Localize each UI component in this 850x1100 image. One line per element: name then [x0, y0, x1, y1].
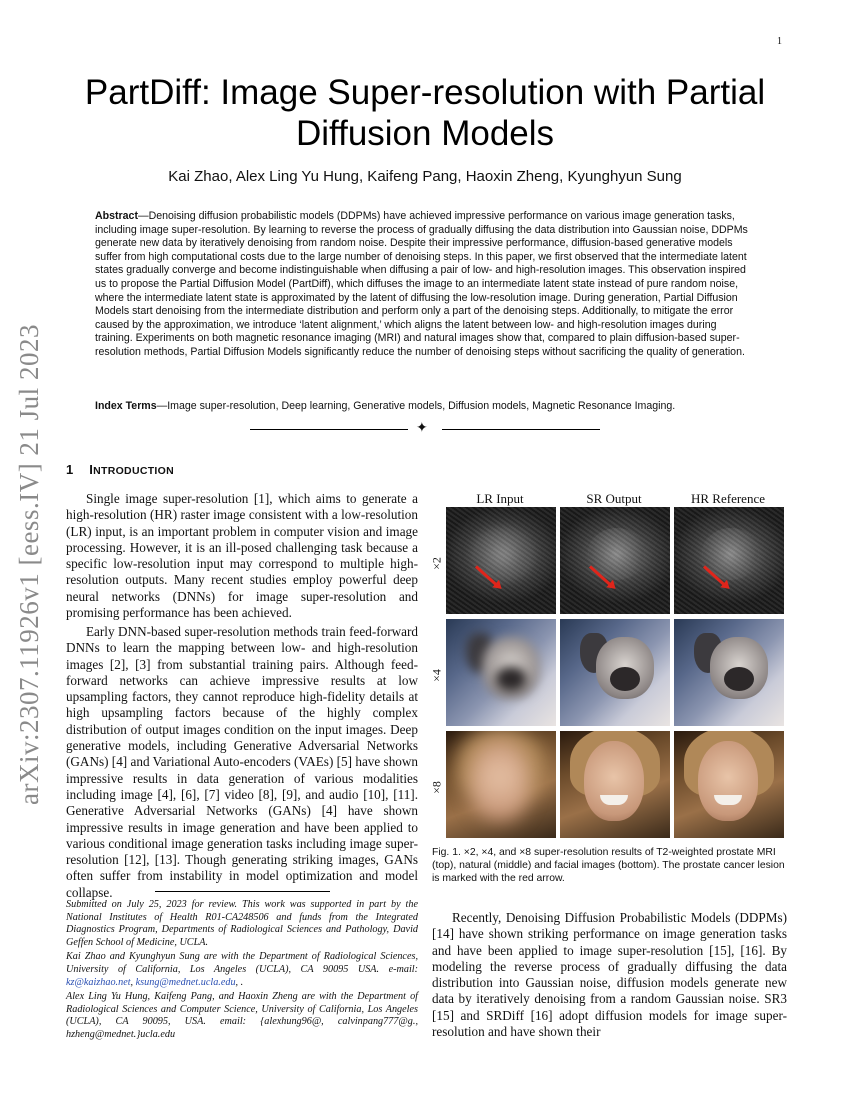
mri-sr-image	[560, 507, 670, 614]
section-title-rest: NTRODUCTION	[93, 465, 174, 477]
footnote-2-sep: ,	[130, 976, 136, 988]
index-terms-label: Index Terms	[95, 400, 157, 412]
body-paragraph-3: Recently, Denoising Diffusion Probabilistic Models (DDPMs) [14] have shown striking performance on image generation tasks and have been applied to image super-resolution [15], [16]. By modeling the reverse process of gradually diffusing the data distribution into Gaussian noise, diffusion models generate new data by iteratively denoising from a random Gaussian noise. SR3 [15] and SRDiff [16] adopt diffusion models for image super-resolution and have shown their	[432, 910, 787, 1040]
section-number: 1	[66, 462, 74, 477]
footnote-2-text: Kai Zhao and Kyunghyun Sung are with the Department of Radiological Sciences, University of California, Los Angeles (UCLA), CA 90095 USA. e-mail:	[66, 951, 418, 975]
divider-star-icon: ✦	[416, 421, 428, 436]
figure-col-label-sr: SR Output	[586, 491, 642, 506]
footnote-2-end: , .	[235, 976, 244, 988]
footnotes	[66, 899, 418, 1044]
paper-title: PartDiff: Image Super-resolution with Partial Diffusion Models	[84, 73, 766, 153]
mri-lr-image	[446, 507, 556, 614]
body-paragraph-2: Early DNN-based super-resolution methods train feed-forward DNNs to learn the mapping between low- and high-resolution images [2], [3] from substantial training pairs. Although feed-forward networks can achieve impressive results at low upsampling factors, they cannot reproduce high-fidelity details at high upsampling factors because of the highly complex distribution of output images condition on the input images. Deep generative models, including Generative Adversarial Networks (GANs) [4] and Variational Auto-encoders (VAEs) [5] have shown impressive results in data generation of various modalities including image [4], [6], [7] video [8], [9], and audio [10], [11]. Generative Adversarial Networks (GANs) [4] have shown impressive results in image generation and have been applied to various conditional image generation tasks including image super-resolution [12], [13]. Though generating striking images, GANs often suffer from instability in model optimization and model collapse.	[66, 624, 418, 900]
abstract-text: —Denoising diffusion probabilistic models (DDPMs) have achieved impressive performance on various image generation tasks, including image super-resolution. By learning to reverse the process of gradually diffusing the data distribution into Gaussian noise, DDPMs generate new data by iteratively denoising from random noise. Despite their impressive performance, diffusion-based generative models suffer from high computational costs due to the large number of denoising steps. In this paper, we first observed that the intermediate latent states gradually converge and become indistinguishable when diffusing a pair of low- and high-resolution images. This observation inspired us to propose the Partial Diffusion Model (PartDiff), which diffuses the image to an intermediate latent state instead of pure random noise, where the intermediate latent state is approximated by the latent of diffusing the low-resolution image. During generation, Partial Diffusion Models start denoising from the intermediate distribution and perform only a part of the denoising steps. Additionally, to mitigate the error caused by the approximation, we introduce ‘latent alignment,’ which aligns the latent between low- and high-resolution images during training. Experiments on both magnetic resonance imaging (MRI) and natural images show that, compared to plain diffusion-based super-resolution methods, Partial Diffusion Models significantly reduce the number of denoising steps without sacrificing the quality of generation.	[95, 210, 748, 358]
footnote-submission: Submitted on July 25, 2023 for review. This work was supported in part by the National Institutes of Health R01-CA248506 and funds from the Integrated Diagnostics Program, Departments of Radiological Sciences and Pathology, David Geffen School of Medicine, UCLA.	[66, 899, 418, 948]
figure-caption: Fig. 1. ×2, ×4, and ×8 super-resolution results of T2-weighted prostate MRI (top), natural (middle) and facial images (bottom). The prostate cancer lesion is marked with the red arrow.	[432, 847, 785, 884]
section-heading	[66, 462, 174, 477]
email-link-ksung[interactable]: ksung@mednet.ucla.edu	[135, 976, 236, 988]
figure-col-label-lr: LR Input	[476, 491, 524, 506]
figure-row-label-x8: ×8	[429, 781, 444, 794]
figure-row-label-x4: ×4	[429, 669, 444, 682]
face-lr-image	[446, 731, 556, 838]
index-terms-text: —Image super-resolution, Deep learning, Generative models, Diffusion models, Magnetic Resonance Imaging.	[156, 400, 676, 412]
divider-line-right	[442, 429, 600, 430]
divider-line-left	[250, 429, 408, 430]
page-number: 1	[777, 36, 782, 47]
dog-hr-image	[674, 619, 784, 726]
face-sr-image	[560, 731, 670, 838]
section-divider	[250, 422, 600, 436]
body-paragraph-1: Single image super-resolution [1], which aims to generate a high-resolution (HR) raster image consistent with a low-resolution (LR) input, is an important problem in computer vision and image processing. However, it is an ill-posed challenging task because a specific low-resolution input may correspond to multiple high-resolution outputs. Many recent studies employ powerful deep neural networks (DNNs) for image super-resolution and promising performance has been achieved.	[66, 491, 418, 621]
footnote-affiliation-1	[66, 951, 418, 989]
arxiv-identifier[interactable]: arXiv:2307.11926v1 [eess.IV] 21 Jul 2023	[14, 324, 44, 805]
dog-sr-image	[560, 619, 670, 726]
mri-hr-image	[674, 507, 784, 614]
abstract	[95, 210, 757, 360]
abstract-label: Abstract	[95, 210, 138, 222]
figure-row-label-x2: ×2	[429, 557, 444, 570]
dog-lr-image	[446, 619, 556, 726]
author-list: Kai Zhao, Alex Ling Yu Hung, Kaifeng Pang, Haoxin Zheng, Kyunghyun Sung	[168, 168, 682, 185]
email-link-kz[interactable]: kz@kaizhao.net	[66, 976, 131, 988]
index-terms	[95, 400, 757, 412]
footnote-rule	[155, 891, 330, 892]
figure-1	[430, 488, 786, 846]
section-title-initial: I	[89, 462, 94, 477]
footnote-affiliation-2: Alex Ling Yu Hung, Kaifeng Pang, and Haoxin Zheng are with the Department of Radiological Sciences and Computer Science, University of California, Los Angeles (UCLA), CA 90095, USA. email: {alexhung96@, calvinpang777@g., hzheng@mednet.}ucla.edu	[66, 991, 418, 1040]
face-hr-image	[674, 731, 784, 838]
figure-col-label-hr: HR Reference	[691, 491, 765, 506]
